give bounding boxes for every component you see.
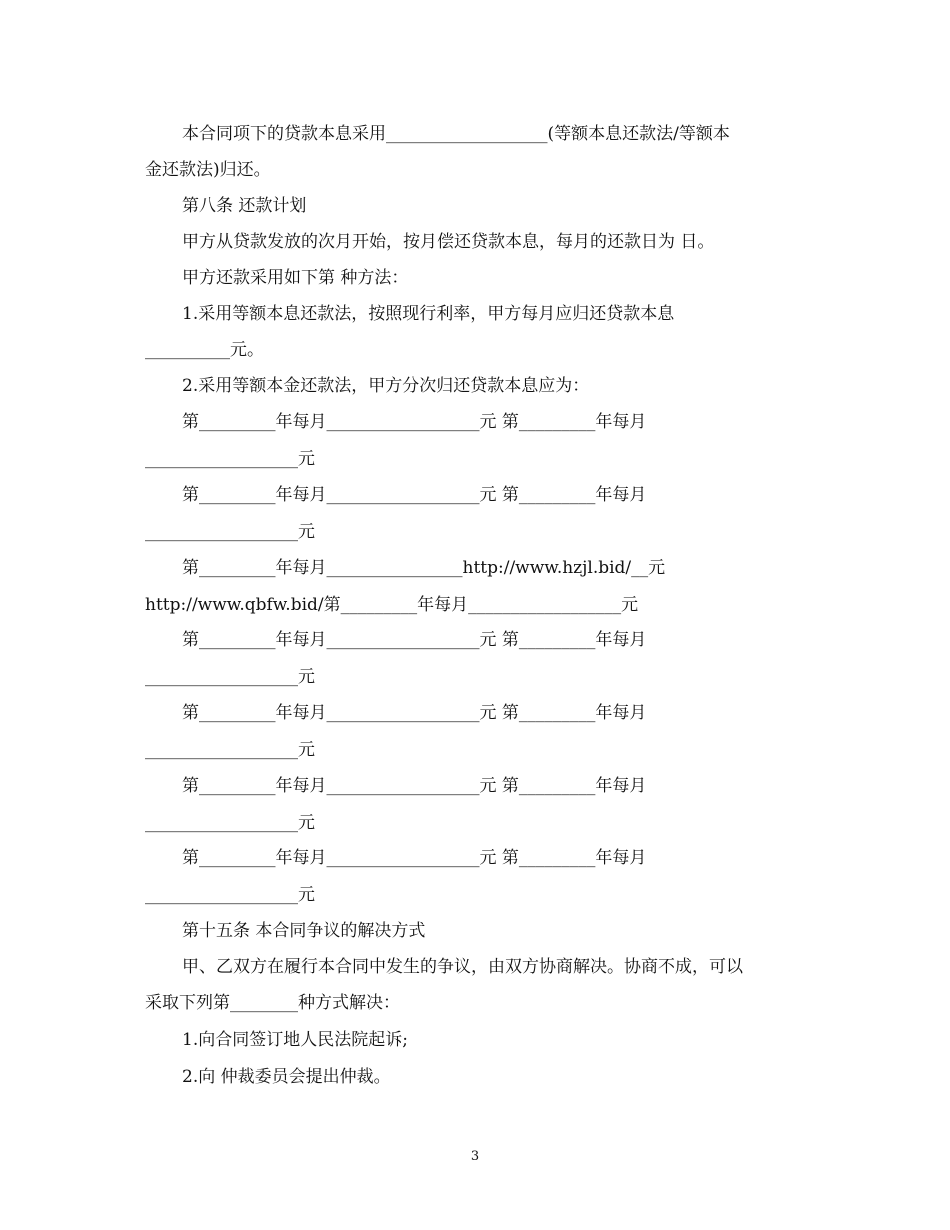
schedule-row: 第_________年每月__________________元 第_________年每月 [182,412,647,432]
schedule-row: 第_________年每月__________________元 第_________年每月 [182,703,647,723]
schedule-row: 第_________年每月________________http://www.hzjl.bid/__元 [182,558,666,578]
schedule-row: 第_________年每月__________________元 第_________年每月 [182,848,647,868]
section-heading: 第十五条 本合同争议的解决方式 [182,921,426,941]
text-line: 2.采用等额本金还款法，甲方分次归还贷款本息应为： [182,376,590,396]
text-line: 甲方还款采用如下第 种方法： [182,268,409,288]
schedule-row-continued: http://www.qbfw.bid/第_________年每月__________________元 [145,595,639,615]
schedule-row: 第_________年每月__________________元 第_________年每月 [182,630,647,650]
schedule-row-continued: __________________元 [145,667,315,687]
text-line: 甲、乙双方在履行本合同中发生的争议，由双方协商解决。协商不成，可以 [182,957,743,977]
schedule-row: 第_________年每月__________________元 第_________年每月 [182,776,647,796]
schedule-row-continued: __________________元 [145,522,315,542]
schedule-row-continued: __________________元 [145,740,315,760]
schedule-row-continued: __________________元 [145,885,315,905]
schedule-row-continued: __________________元 [145,813,315,833]
text-line: 金还款法)归还。 [145,160,271,180]
text-line: 1.向合同签订地人民法院起诉; [182,1030,408,1050]
page-number: 3 [470,1149,480,1164]
text-line: 2.向 仲裁委员会提出仲裁。 [182,1067,391,1087]
schedule-row: 第_________年每月__________________元 第_________年每月 [182,485,647,505]
text-line: 甲方从贷款发放的次月开始，按月偿还贷款本息，每月的还款日为 日。 [182,232,715,252]
text-line: 1.采用等额本息还款法，按照现行利率，甲方每月应归还贷款本息 [182,304,675,324]
text-line: __________元。 [145,340,264,360]
section-heading: 第八条 还款计划 [182,196,307,216]
text-line: 采取下列第________种方式解决： [145,993,400,1013]
schedule-row-continued: __________________元 [145,449,315,469]
text-line: 本合同项下的贷款本息采用___________________(等额本息还款法/等额本 [182,124,730,144]
